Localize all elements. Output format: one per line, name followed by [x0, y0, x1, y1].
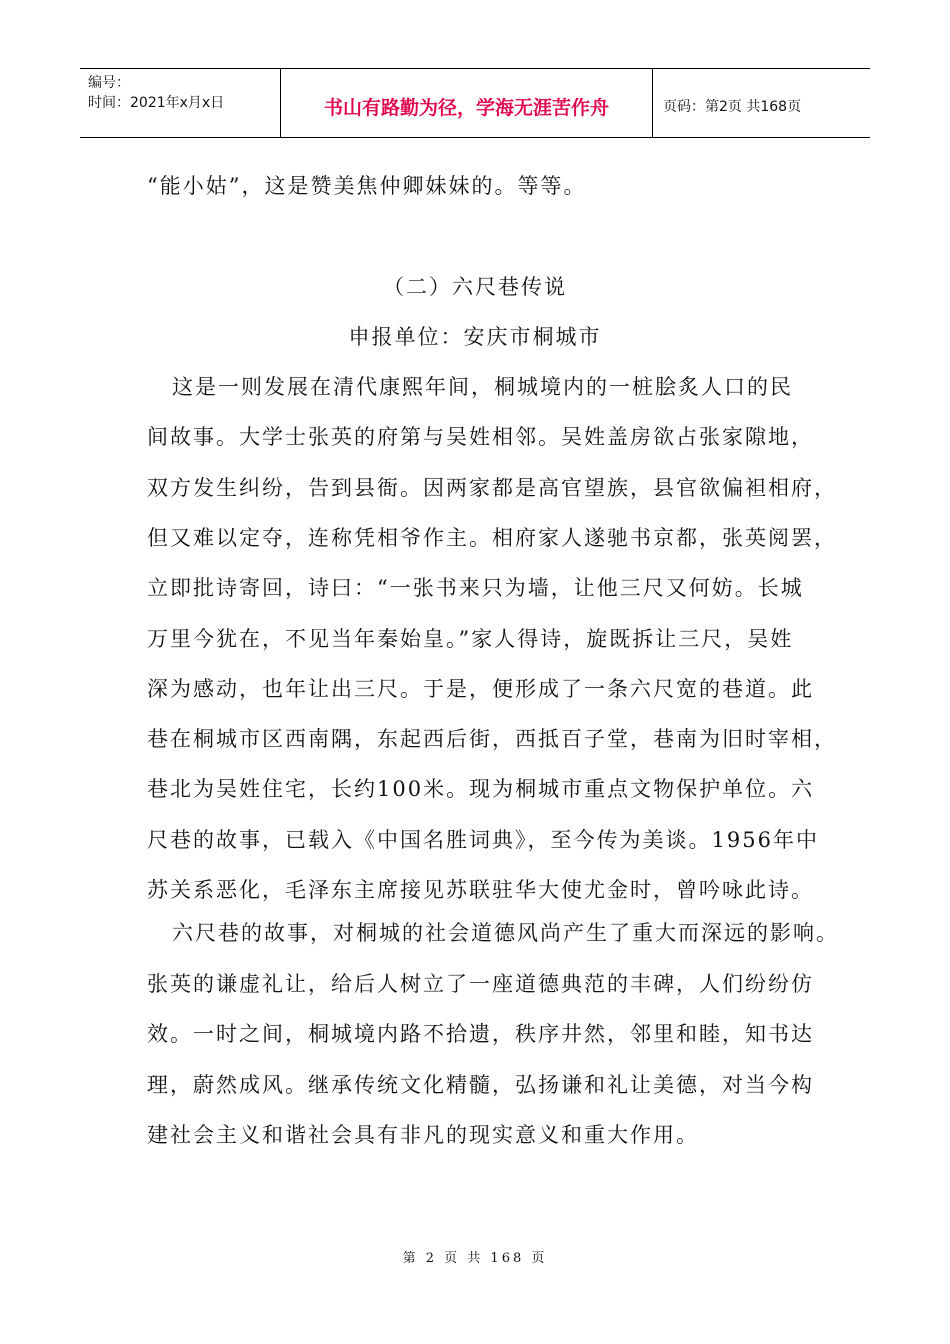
text-line: 巷北为吴姓住宅，长约100米。现为桐城市重点文物保护单位。六 [147, 777, 815, 802]
date-label: 时间：2021年x月x日 [88, 95, 225, 111]
header-meta [80, 69, 281, 137]
text-line: 巷在桐城市区西南隅，东起西后街，西抵百子堂，巷南为旧时宰相， [147, 727, 837, 752]
intro-line: “能小姑”，这是赞美焦仲卿妹妹的。等等。 [147, 174, 587, 198]
text-line: 这是一则发展在清代康熙年间，桐城境内的一桩脍炙人口的民 [172, 375, 793, 399]
section-title: （二）六尺巷传说 [383, 275, 567, 299]
text-line: 建社会主义和谐社会具有非凡的现实意义和重大作用。 [147, 1123, 699, 1147]
text-line: 尺巷的故事，已载入《中国名胜词典》，至今传为美谈。1956年中 [147, 827, 819, 852]
text-line: 万里今犹在，不见当年秦始皇。”家人得诗，旋既拆让三尺，吴姓 [147, 626, 794, 651]
page-header [80, 68, 870, 138]
header-page-info: 页码：第2页 共168页 [663, 99, 802, 115]
text-line: 苏关系恶化，毛泽东主席接见苏联驻华大使尤金时，曾吟咏此诗。 [147, 878, 814, 902]
number-label: 编号： [88, 75, 130, 91]
header-motto: 书山有路勤为径，学海无涯苦作舟 [281, 69, 653, 137]
text-line: 间故事。大学士张英的府第与吴姓相邻。吴姓盖房欲占张家隙地， [147, 425, 814, 450]
text-line: 双方发生纠纷，告到县衙。因两家都是高官望族，县官欲偏袒相府， [147, 475, 837, 500]
text-line: 效。一时之间，桐城境内路不拾遗，秩序井然，邻里和睦，知书达 [147, 1022, 814, 1046]
text-line: 立即批诗寄回，诗曰：“一张书来只为墙，让他三尺又何妨。长城 [147, 576, 804, 601]
text-line: 六尺巷的故事，对桐城的社会道德风尚产生了重大而深远的影响。 [172, 921, 839, 945]
text-line: 理，蔚然成风。继承传统文化精髓，弘扬谦和礼让美德，对当今构 [147, 1072, 814, 1097]
page-footer: 第 2 页 共 168 页 [402, 1251, 548, 1266]
text-line: 深为感动，也年让出三尺。于是，便形成了一条六尺宽的巷道。此 [147, 676, 814, 701]
text-line: 张英的谦虚礼让，给后人树立了一座道德典范的丰碑，人们纷纷仿 [147, 971, 814, 996]
text-line: 但又难以定夺，连称凭相爷作主。相府家人遂驰书京都，张英阅罢， [147, 525, 837, 550]
section-unit: 申报单位：安庆市桐城市 [348, 325, 602, 349]
